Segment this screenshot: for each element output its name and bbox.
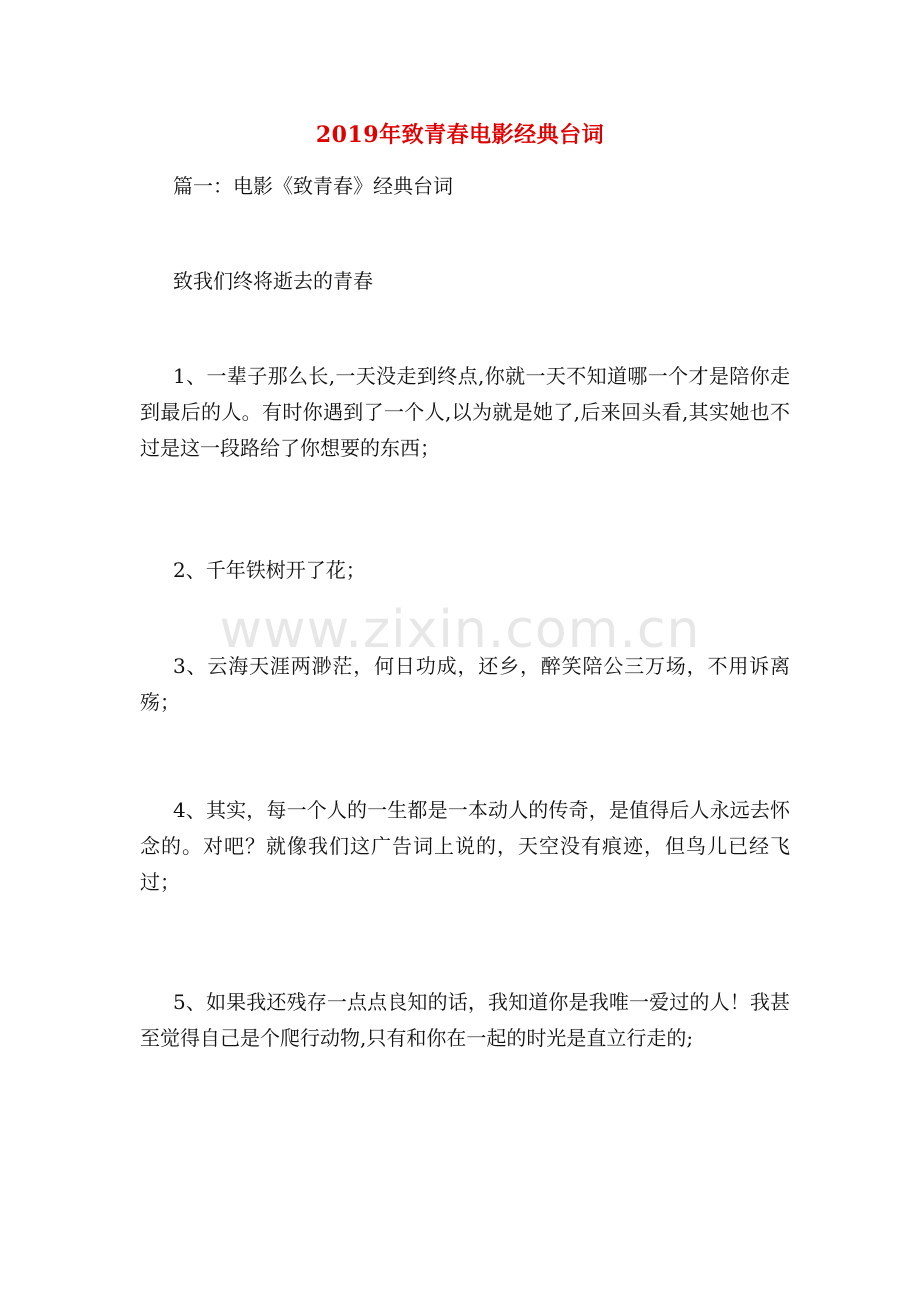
subtitle: 致我们终将逝去的青春 bbox=[173, 269, 373, 293]
section-heading: 篇一：电影《致青春》经典台词 bbox=[173, 174, 453, 198]
watermark: www.zixin.com.cn bbox=[219, 600, 701, 660]
quote-4: 4、其实，每一个人的一生都是一本动人的传奇，是值得后人永远去怀念的。对吧？就像我们这广告词上说的，天空没有痕迹，但鸟儿已经飞过； bbox=[140, 798, 790, 894]
document-title: 2019年致青春电影经典台词 bbox=[315, 122, 605, 148]
quote-3: 3、云海天涯两渺茫，何日功成，还乡，醉笑陪公三万场，不用诉离殇； bbox=[140, 654, 790, 714]
quote-5: 5、如果我还残存一点点良知的话，我知道你是我唯一爱过的人！我甚至觉得自己是个爬行动物,只有和你在一起的时光是直立行走的; bbox=[140, 990, 790, 1050]
quote-2: 2、千年铁树开了花； bbox=[173, 558, 366, 582]
quote-1: 1、一辈子那么长,一天没走到终点,你就一天不知道哪一个才是陪你走到最后的人。有时你遇到了一个人,以为就是她了,后来回头看,其实她也不过是这一段路给了你想要的东西； bbox=[140, 364, 790, 460]
